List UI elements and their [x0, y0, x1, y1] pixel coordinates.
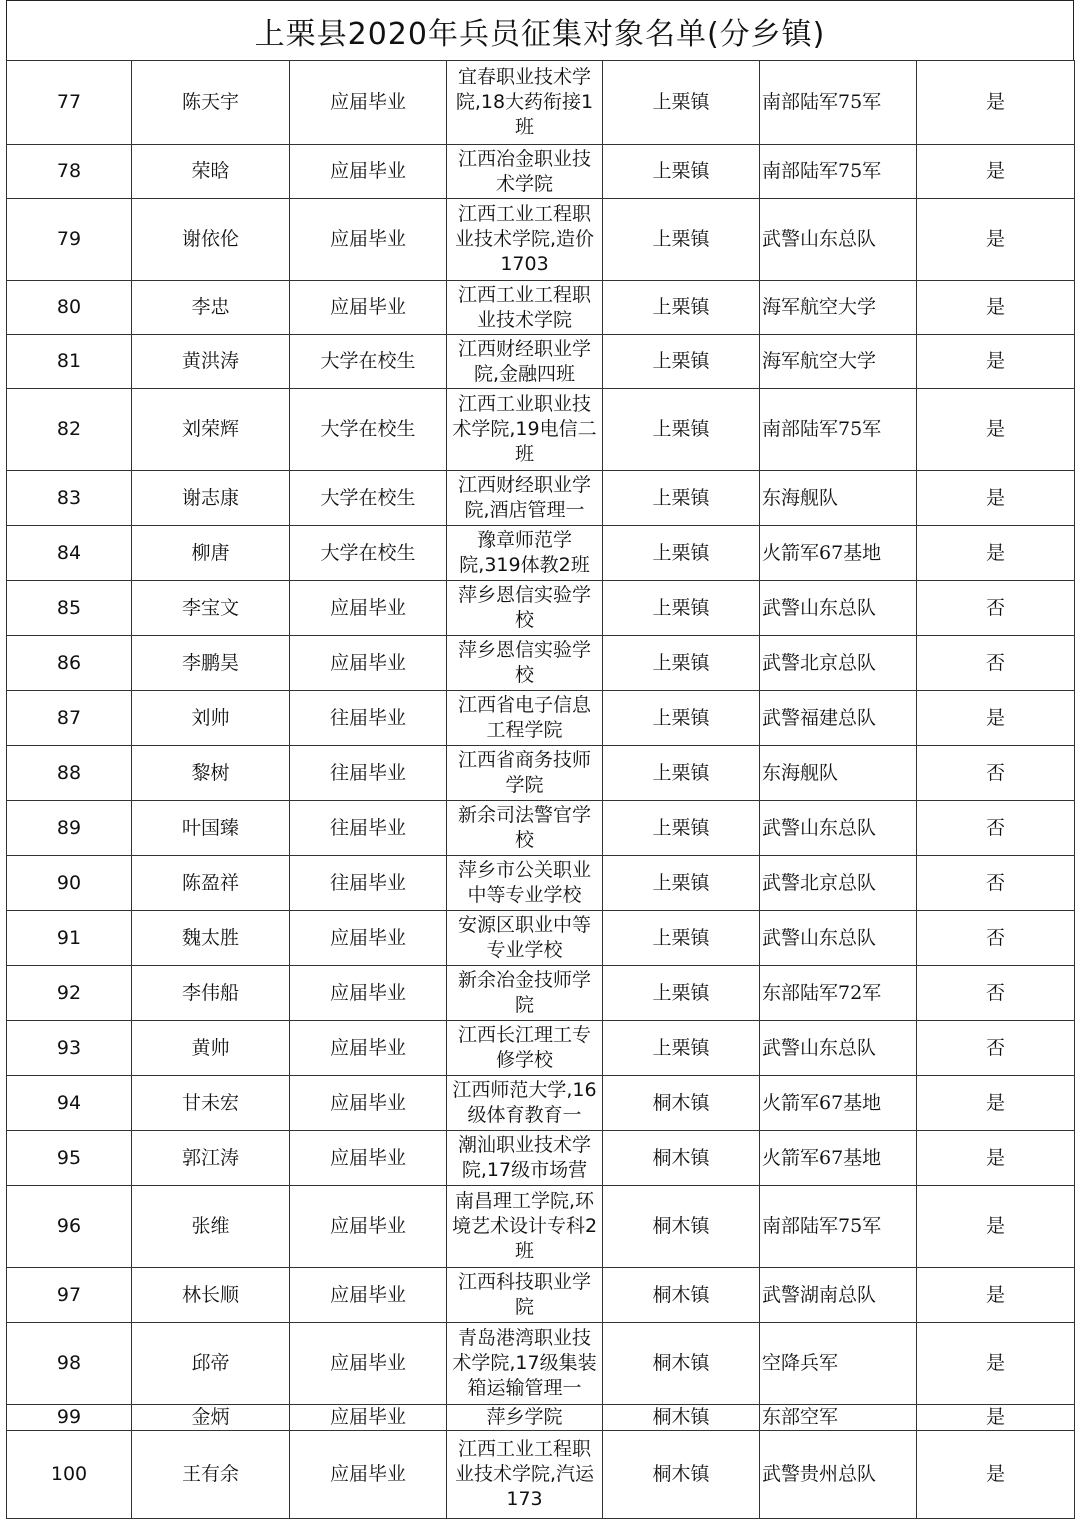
flag-cell: 否 — [917, 856, 1075, 911]
town-cell: 上栗镇 — [603, 581, 760, 636]
name-cell: 黄帅 — [132, 1021, 290, 1076]
unit-cell: 武警福建总队 — [760, 691, 917, 746]
school-cell — [447, 1268, 603, 1323]
name-cell: 陈盈祥 — [132, 856, 290, 911]
unit-cell: 东部空军 — [760, 1405, 917, 1431]
school-cell — [447, 1186, 603, 1268]
table-row — [7, 691, 1075, 746]
flag-cell: 是 — [917, 691, 1075, 746]
town-cell: 上栗镇 — [603, 471, 760, 526]
unit-cell: 海军航空大学 — [760, 335, 917, 389]
name-cell: 邱帝 — [132, 1323, 290, 1405]
status-cell: 应届毕业 — [290, 145, 447, 199]
name-cell: 刘帅 — [132, 691, 290, 746]
status-cell: 应届毕业 — [290, 1186, 447, 1268]
school-cell — [447, 1323, 603, 1405]
unit-cell: 东部陆军72军 — [760, 966, 917, 1021]
flag-cell: 是 — [917, 145, 1075, 199]
town-cell: 上栗镇 — [603, 691, 760, 746]
flag-cell: 是 — [917, 1076, 1075, 1131]
table-row — [7, 1076, 1075, 1131]
status-cell: 应届毕业 — [290, 911, 447, 966]
status-cell: 应届毕业 — [290, 1021, 447, 1076]
status-cell: 往届毕业 — [290, 856, 447, 911]
table-row — [7, 335, 1075, 389]
roster-table — [6, 60, 1075, 1519]
table-row — [7, 61, 1075, 145]
town-cell: 上栗镇 — [603, 526, 760, 581]
town-cell: 桐木镇 — [603, 1076, 760, 1131]
name-cell: 林长顺 — [132, 1268, 290, 1323]
school-text: 安源区职业中等专业学校 — [457, 914, 591, 961]
school-text: 宜春职业技术学院,18大药衔接1班 — [455, 66, 594, 138]
name-cell: 甘未宏 — [132, 1076, 290, 1131]
school-text: 萍乡恩信实验学校 — [457, 584, 591, 631]
town-cell: 上栗镇 — [603, 281, 760, 335]
row-number: 94 — [7, 1076, 132, 1131]
town-cell: 上栗镇 — [603, 636, 760, 691]
school-cell — [447, 471, 603, 526]
table-row — [7, 636, 1075, 691]
school-cell — [447, 335, 603, 389]
unit-cell: 火箭军67基地 — [760, 1076, 917, 1131]
school-text: 江西省商务技师学院 — [457, 749, 591, 796]
row-number: 80 — [7, 281, 132, 335]
status-cell: 应届毕业 — [290, 1323, 447, 1405]
town-cell: 桐木镇 — [603, 1405, 760, 1431]
flag-cell: 是 — [917, 1268, 1075, 1323]
table-row — [7, 471, 1075, 526]
row-number: 81 — [7, 335, 132, 389]
table-row — [7, 1431, 1075, 1519]
name-cell: 叶国臻 — [132, 801, 290, 856]
unit-cell: 武警山东总队 — [760, 581, 917, 636]
table-row — [7, 1131, 1075, 1186]
school-cell — [447, 966, 603, 1021]
school-cell — [447, 1076, 603, 1131]
school-cell — [447, 746, 603, 801]
school-cell — [447, 856, 603, 911]
flag-cell: 否 — [917, 636, 1075, 691]
unit-cell: 海军航空大学 — [760, 281, 917, 335]
town-cell: 上栗镇 — [603, 145, 760, 199]
flag-cell: 是 — [917, 61, 1075, 145]
unit-cell: 武警贵州总队 — [760, 1431, 917, 1519]
school-cell — [447, 199, 603, 281]
flag-cell: 是 — [917, 1186, 1075, 1268]
town-cell: 上栗镇 — [603, 856, 760, 911]
unit-cell: 武警北京总队 — [760, 636, 917, 691]
school-cell — [447, 61, 603, 145]
roster-body — [7, 61, 1075, 1519]
row-number: 88 — [7, 746, 132, 801]
school-text: 江西冶金职业技术学院 — [457, 147, 591, 195]
status-cell: 应届毕业 — [290, 199, 447, 281]
school-cell — [447, 526, 603, 581]
name-cell: 王有余 — [132, 1431, 290, 1519]
status-cell: 应届毕业 — [290, 61, 447, 145]
table-row — [7, 801, 1075, 856]
name-cell: 郭江涛 — [132, 1131, 290, 1186]
school-cell — [447, 389, 603, 471]
unit-cell: 火箭军67基地 — [760, 1131, 917, 1186]
status-cell: 应届毕业 — [290, 1131, 447, 1186]
flag-cell: 是 — [917, 1131, 1075, 1186]
row-number: 87 — [7, 691, 132, 746]
table-row — [7, 1186, 1075, 1268]
town-cell: 上栗镇 — [603, 801, 760, 856]
school-cell — [447, 801, 603, 856]
row-number: 91 — [7, 911, 132, 966]
row-number: 89 — [7, 801, 132, 856]
row-number: 99 — [7, 1405, 132, 1431]
table-row — [7, 145, 1075, 199]
school-text: 江西财经职业学院,金融四班 — [457, 337, 591, 385]
town-cell: 桐木镇 — [603, 1186, 760, 1268]
school-cell — [447, 1131, 603, 1186]
table-row — [7, 856, 1075, 911]
row-number: 100 — [7, 1431, 132, 1519]
name-cell: 陈天宇 — [132, 61, 290, 145]
table-row — [7, 199, 1075, 281]
town-cell: 上栗镇 — [603, 911, 760, 966]
unit-cell: 武警山东总队 — [760, 801, 917, 856]
school-text: 江西师范大学,16级体育教育一 — [452, 1079, 597, 1126]
table-row — [7, 281, 1075, 335]
table-row — [7, 389, 1075, 471]
school-text: 江西工业职业技术学院,19电信二班 — [452, 393, 597, 465]
status-cell: 应届毕业 — [290, 1405, 447, 1431]
town-cell: 上栗镇 — [603, 966, 760, 1021]
row-number: 84 — [7, 526, 132, 581]
flag-cell: 是 — [917, 1431, 1075, 1519]
school-cell — [447, 691, 603, 746]
row-number: 90 — [7, 856, 132, 911]
status-cell: 大学在校生 — [290, 335, 447, 389]
school-text: 江西工业工程职业技术学院 — [457, 283, 591, 331]
town-cell: 桐木镇 — [603, 1431, 760, 1519]
roster-sheet — [6, 0, 1074, 1519]
row-number: 93 — [7, 1021, 132, 1076]
row-number: 98 — [7, 1323, 132, 1405]
flag-cell: 否 — [917, 746, 1075, 801]
school-text: 南昌理工学院,环境艺术设计专科2班 — [451, 1190, 598, 1262]
town-cell: 桐木镇 — [603, 1131, 760, 1186]
school-cell — [447, 636, 603, 691]
school-cell — [447, 581, 603, 636]
flag-cell: 是 — [917, 1405, 1075, 1431]
flag-cell: 是 — [917, 526, 1075, 581]
name-cell: 谢志康 — [132, 471, 290, 526]
row-number: 97 — [7, 1268, 132, 1323]
flag-cell: 否 — [917, 1021, 1075, 1076]
name-cell: 黎树 — [132, 746, 290, 801]
status-cell: 应届毕业 — [290, 1268, 447, 1323]
name-cell: 张维 — [132, 1186, 290, 1268]
school-text: 江西科技职业学院 — [457, 1271, 591, 1318]
table-row — [7, 1405, 1075, 1431]
row-number: 85 — [7, 581, 132, 636]
flag-cell: 是 — [917, 1323, 1075, 1405]
unit-cell: 南部陆军75军 — [760, 389, 917, 471]
school-text: 青岛港湾职业技术学院,17级集装箱运输管理一 — [452, 1327, 597, 1399]
school-text: 萍乡恩信实验学校 — [457, 639, 591, 686]
unit-cell: 武警山东总队 — [760, 911, 917, 966]
table-row — [7, 1021, 1075, 1076]
school-text: 萍乡市公关职业中等专业学校 — [457, 859, 591, 906]
sheet-title: 上栗县2020年兵员征集对象名单(分乡镇) — [6, 0, 1074, 60]
unit-cell: 武警山东总队 — [760, 1021, 917, 1076]
town-cell: 上栗镇 — [603, 389, 760, 471]
row-number: 79 — [7, 199, 132, 281]
status-cell: 应届毕业 — [290, 581, 447, 636]
school-text: 江西财经职业学院,酒店管理一 — [457, 474, 591, 521]
unit-cell: 南部陆军75军 — [760, 61, 917, 145]
name-cell: 李忠 — [132, 281, 290, 335]
school-cell — [447, 911, 603, 966]
row-number: 95 — [7, 1131, 132, 1186]
flag-cell: 否 — [917, 966, 1075, 1021]
school-text: 江西省电子信息工程学院 — [457, 694, 591, 741]
flag-cell: 是 — [917, 335, 1075, 389]
status-cell: 应届毕业 — [290, 966, 447, 1021]
unit-cell: 火箭军67基地 — [760, 526, 917, 581]
town-cell: 桐木镇 — [603, 1323, 760, 1405]
table-row — [7, 1268, 1075, 1323]
unit-cell: 武警山东总队 — [760, 199, 917, 281]
flag-cell: 否 — [917, 581, 1075, 636]
table-row — [7, 966, 1075, 1021]
status-cell: 大学在校生 — [290, 471, 447, 526]
name-cell: 荣晗 — [132, 145, 290, 199]
status-cell: 应届毕业 — [290, 636, 447, 691]
unit-cell: 南部陆军75军 — [760, 145, 917, 199]
school-cell — [447, 1021, 603, 1076]
town-cell: 上栗镇 — [603, 61, 760, 145]
school-cell — [447, 1405, 603, 1431]
school-cell — [447, 281, 603, 335]
flag-cell: 是 — [917, 471, 1075, 526]
school-text: 萍乡学院 — [486, 1406, 563, 1428]
status-cell: 往届毕业 — [290, 801, 447, 856]
unit-cell: 南部陆军75军 — [760, 1186, 917, 1268]
status-cell: 往届毕业 — [290, 746, 447, 801]
school-text: 新余司法警官学校 — [457, 804, 591, 851]
school-text: 江西工业工程职业技术学院,造价1703 — [454, 203, 595, 275]
row-number: 92 — [7, 966, 132, 1021]
unit-cell: 武警湖南总队 — [760, 1268, 917, 1323]
status-cell: 大学在校生 — [290, 526, 447, 581]
flag-cell: 否 — [917, 911, 1075, 966]
school-text: 豫章师范学院,319体教2班 — [459, 529, 590, 576]
name-cell: 李伟船 — [132, 966, 290, 1021]
flag-cell: 是 — [917, 199, 1075, 281]
table-row — [7, 746, 1075, 801]
status-cell: 往届毕业 — [290, 691, 447, 746]
name-cell: 魏太胜 — [132, 911, 290, 966]
status-cell: 应届毕业 — [290, 1431, 447, 1519]
table-row — [7, 911, 1075, 966]
town-cell: 上栗镇 — [603, 1021, 760, 1076]
name-cell: 金炳 — [132, 1405, 290, 1431]
school-text: 新余冶金技师学院 — [457, 969, 591, 1016]
town-cell: 上栗镇 — [603, 746, 760, 801]
town-cell: 上栗镇 — [603, 335, 760, 389]
unit-cell: 空降兵军 — [760, 1323, 917, 1405]
flag-cell: 是 — [917, 281, 1075, 335]
status-cell: 大学在校生 — [290, 389, 447, 471]
unit-cell: 东海舰队 — [760, 471, 917, 526]
school-text: 江西长江理工专修学校 — [457, 1024, 591, 1071]
unit-cell: 武警北京总队 — [760, 856, 917, 911]
status-cell: 应届毕业 — [290, 281, 447, 335]
name-cell: 李鹏昊 — [132, 636, 290, 691]
table-row — [7, 581, 1075, 636]
town-cell: 上栗镇 — [603, 199, 760, 281]
school-cell — [447, 145, 603, 199]
table-row — [7, 526, 1075, 581]
row-number: 77 — [7, 61, 132, 145]
name-cell: 谢依伦 — [132, 199, 290, 281]
row-number: 86 — [7, 636, 132, 691]
flag-cell: 否 — [917, 801, 1075, 856]
status-cell: 应届毕业 — [290, 1076, 447, 1131]
table-row — [7, 1323, 1075, 1405]
school-cell — [447, 1431, 603, 1519]
row-number: 82 — [7, 389, 132, 471]
row-number: 83 — [7, 471, 132, 526]
row-number: 78 — [7, 145, 132, 199]
name-cell: 李宝文 — [132, 581, 290, 636]
name-cell: 刘荣辉 — [132, 389, 290, 471]
name-cell: 黄洪涛 — [132, 335, 290, 389]
school-text: 江西工业工程职业技术学院,汽运173 — [454, 1438, 595, 1510]
name-cell: 柳唐 — [132, 526, 290, 581]
school-text: 潮汕职业技术学院,17级市场营 — [457, 1134, 591, 1181]
flag-cell: 是 — [917, 389, 1075, 471]
row-number: 96 — [7, 1186, 132, 1268]
town-cell: 桐木镇 — [603, 1268, 760, 1323]
unit-cell: 东海舰队 — [760, 746, 917, 801]
